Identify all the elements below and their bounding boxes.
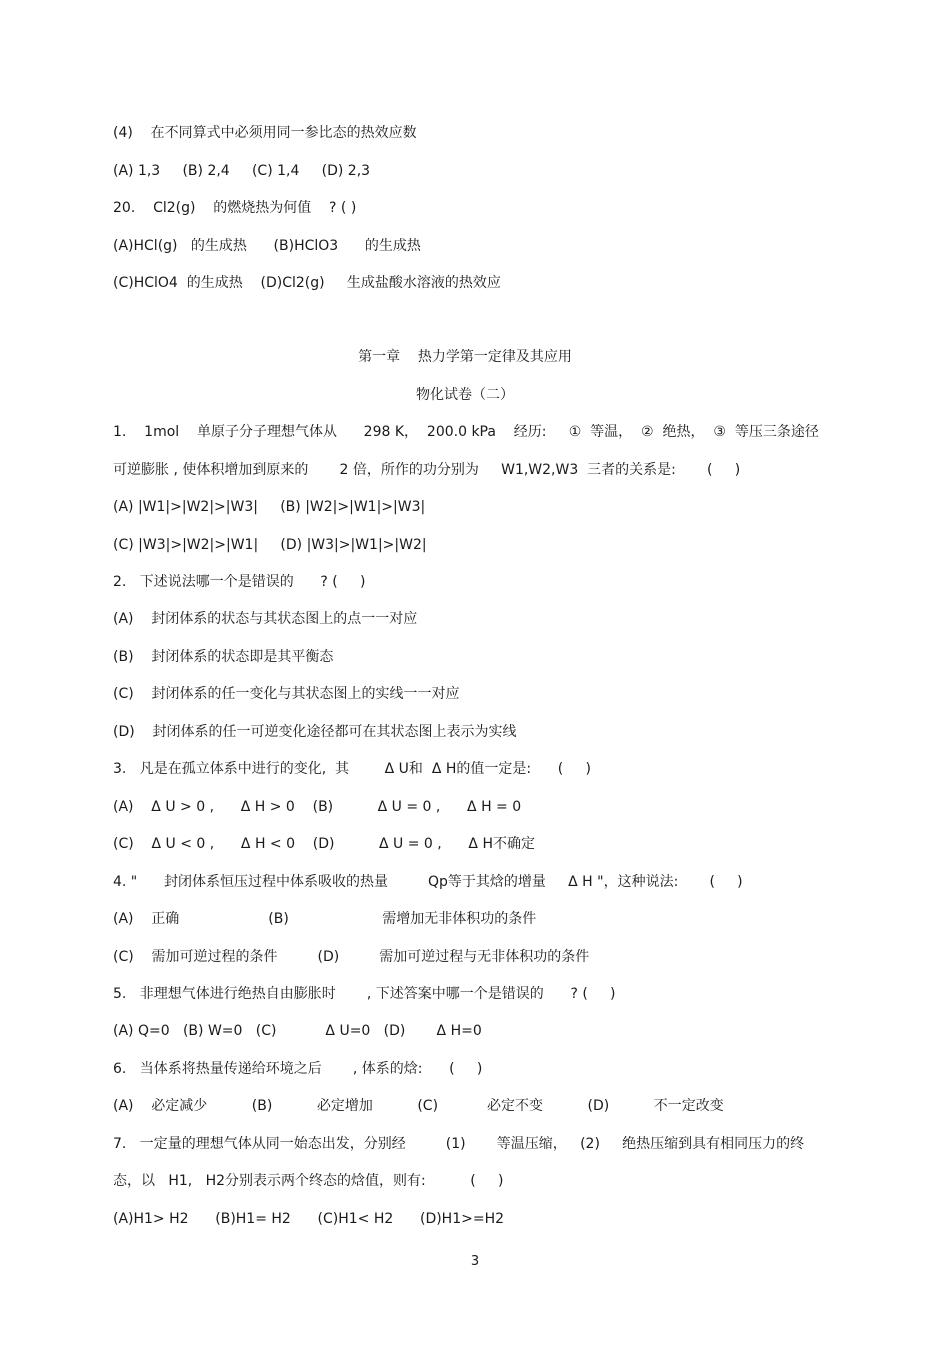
- text-line: 1. 1mol 单原子分子理想气体从 298 K， 200.0 kPa 经历: ① 等温， ② 绝热， ③ 等压三条途径: [113, 424, 819, 440]
- text-line: (C) |W3|>|W2|>|W1| (D) |W3|>|W1|>|W2|: [113, 537, 427, 553]
- text-line: (4) 在不同算式中必须用同一参比态的热效应数: [113, 125, 417, 141]
- text-line: (A) 封闭体系的状态与其状态图上的点一一对应: [113, 611, 418, 627]
- text-line: (A)HCl(g) 的生成热 (B)HClO3 的生成热: [113, 238, 421, 254]
- text-line: 4. " 封闭体系恒压过程中体系吸收的热量 Qp等于其焓的增量 Δ H "，这种说法: ( ): [113, 874, 743, 890]
- text-line: 6. 当体系将热量传递给环境之后 , 体系的焓: ( ): [113, 1061, 483, 1077]
- text-line: 20. Cl2(g) 的燃烧热为何值 ? ( ): [113, 200, 357, 216]
- text-line: (C) Δ U < 0 , Δ H < 0 (D) Δ U = 0 , Δ H不确定: [113, 836, 535, 852]
- text-line: (D) 封闭体系的任一可逆变化途径都可在其状态图上表示为实线: [113, 724, 517, 740]
- text-line: (A) Δ U > 0 , Δ H > 0 (B) Δ U = 0 , Δ H = 0: [113, 799, 522, 815]
- text-line: 2. 下述说法哪一个是错误的 ? ( ): [113, 574, 366, 590]
- text-line: (A) 正确 (B) 需增加无非体积功的条件: [113, 911, 537, 927]
- text-line: (C) 封闭体系的任一变化与其状态图上的实线一一对应: [113, 686, 460, 702]
- text-line: (B) 封闭体系的状态即是其平衡态: [113, 649, 334, 665]
- text-line: (C)HClO4 的生成热 (D)Cl2(g) 生成盐酸水溶液的热效应: [113, 275, 501, 291]
- chapter-title: 第一章 热力学第一定律及其应用: [358, 349, 572, 365]
- text-line: (A) 必定减少 (B) 必定增加 (C) 必定不变 (D) 不一定改变: [113, 1098, 724, 1114]
- text-line: 5. 非理想气体进行绝热自由膨胀时 , 下述答案中哪一个是错误的 ? ( ): [113, 986, 616, 1002]
- text-line: (A)H1> H2 (B)H1= H2 (C)H1< H2 (D)H1>=H2: [113, 1211, 505, 1227]
- text-line: (C) 需加可逆过程的条件 (D) 需加可逆过程与无非体积功的条件: [113, 949, 590, 965]
- text-line: (A) |W1|>|W2|>|W3| (B) |W2|>|W1|>|W3|: [113, 499, 426, 515]
- page-number: 3: [470, 1254, 480, 1269]
- text-line: (A) Q=0 (B) W=0 (C) Δ U=0 (D) Δ H=0: [113, 1023, 482, 1039]
- chapter-subtitle: 物化试卷（二）: [416, 387, 514, 403]
- text-line: 态，以 H1, H2分别表示两个终态的焓值，则有: ( ): [113, 1173, 504, 1189]
- text-line: (A) 1,3 (B) 2,4 (C) 1,4 (D) 2,3: [113, 163, 371, 179]
- text-line: 可逆膨胀 , 使体积增加到原来的 2 倍，所作的功分别为 W1,W2,W3 三者的关系是: ( ): [113, 462, 741, 478]
- text-line: 3. 凡是在孤立体系中进行的变化, 其 Δ U和 Δ H的值一定是: ( ): [113, 761, 591, 777]
- text-line: 7. 一定量的理想气体从同一始态出发，分别经 (1) 等温压缩， (2) 绝热压缩到具有相同压力的终: [113, 1136, 805, 1152]
